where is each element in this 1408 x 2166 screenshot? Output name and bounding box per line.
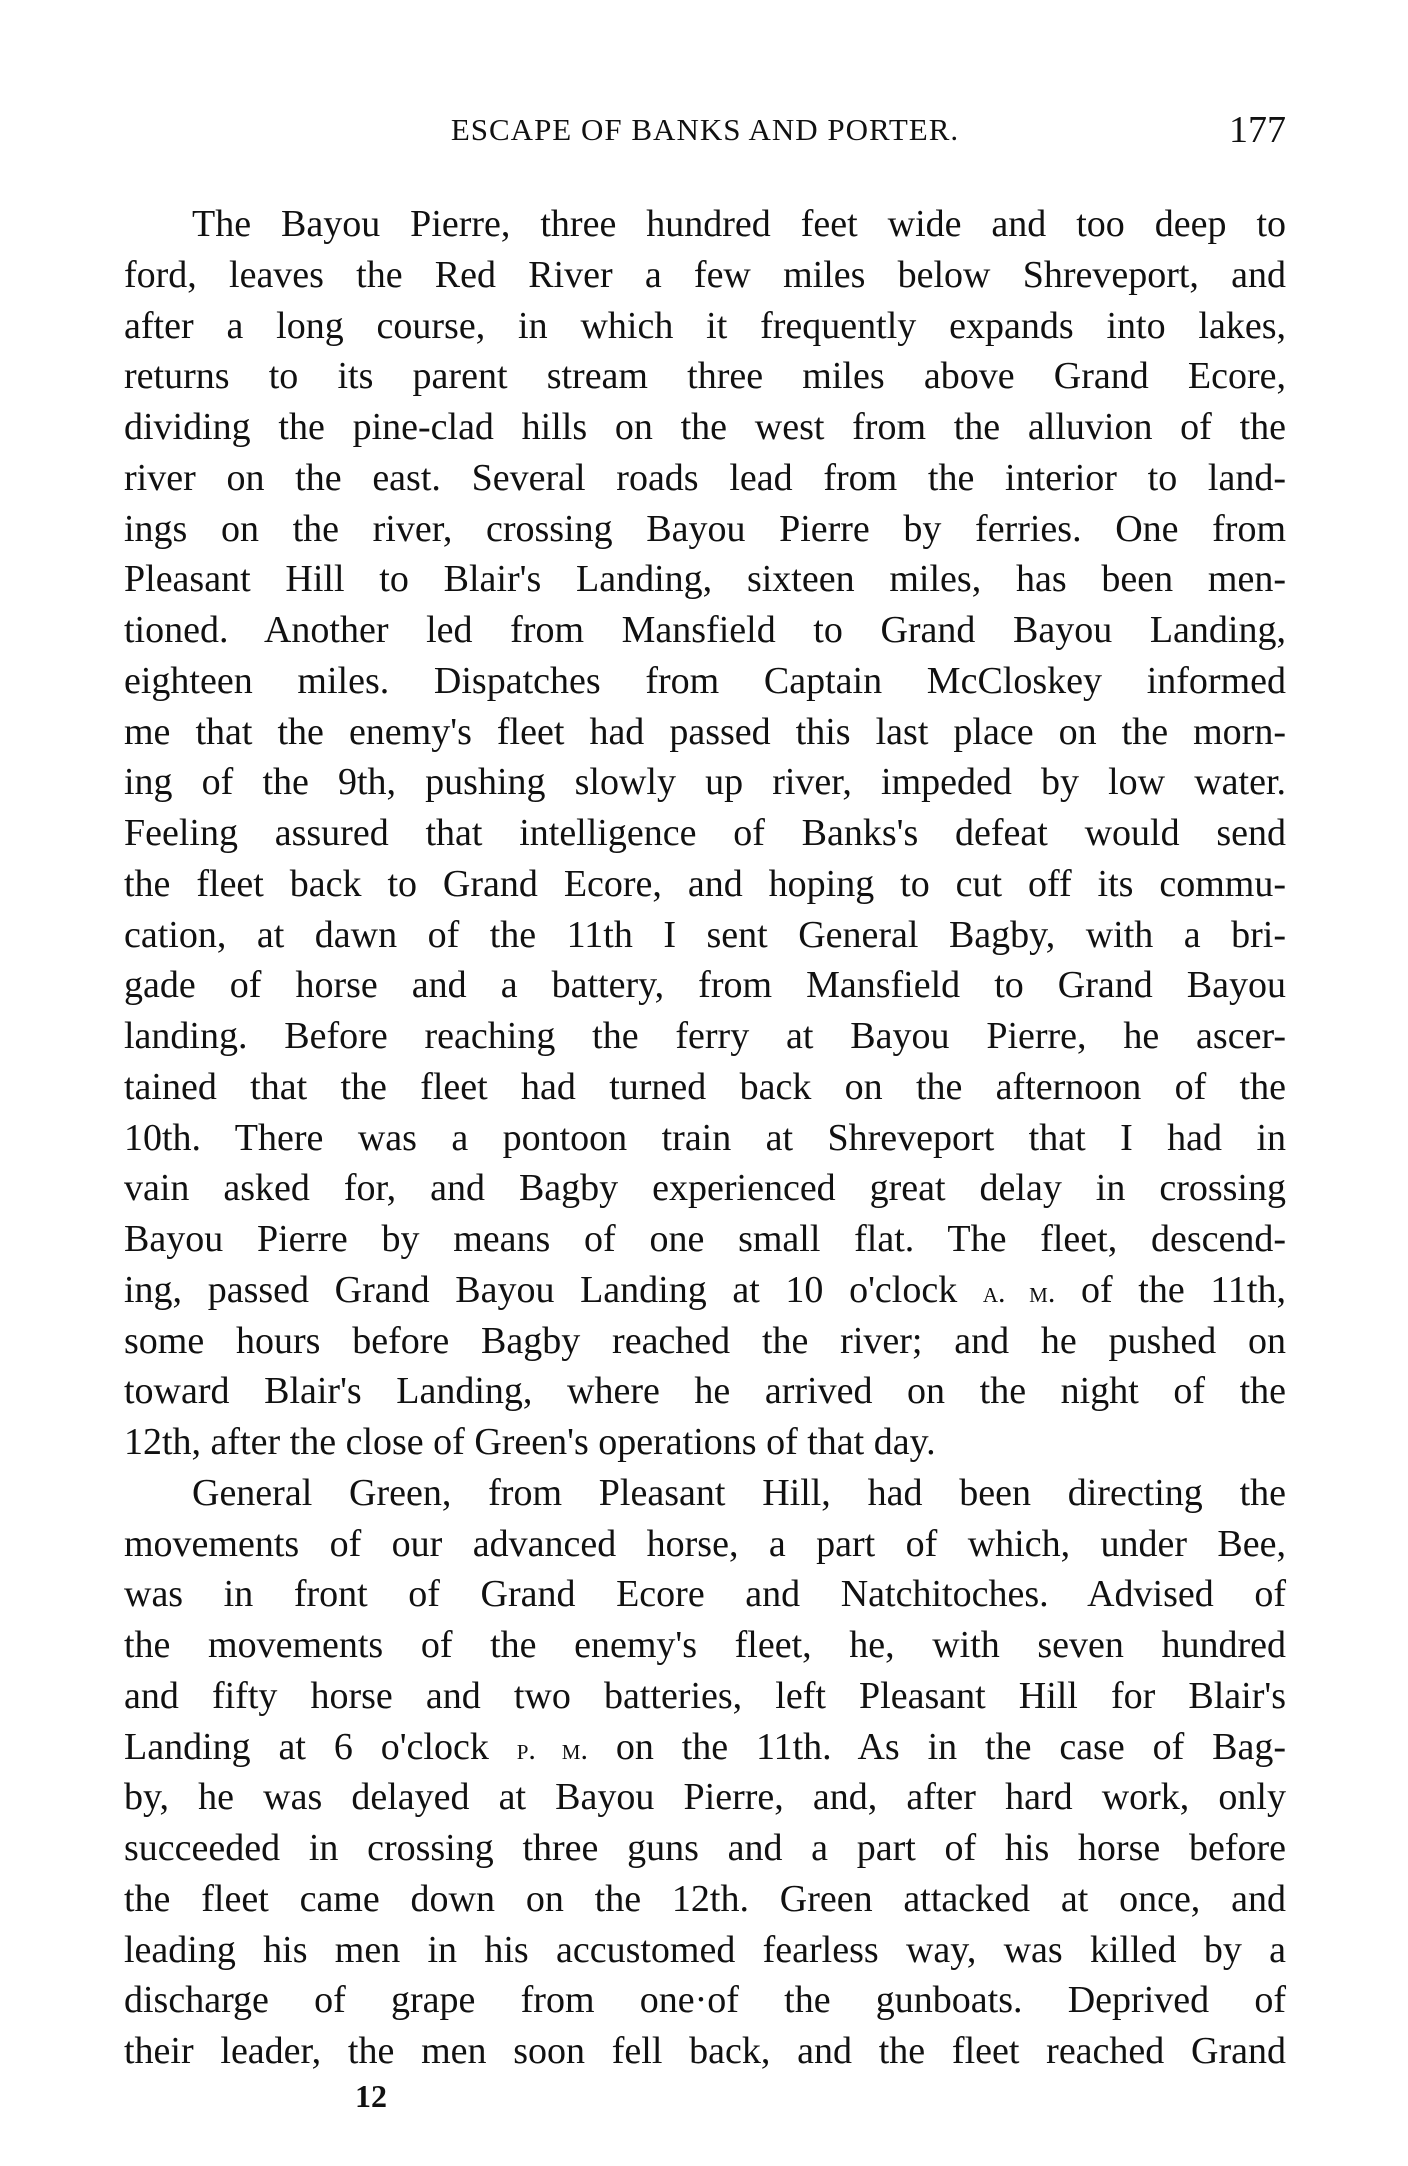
- text-line: leading his men in his accustomed fearless way, was killed by a: [124, 1928, 1286, 1971]
- text-line: after a long course, in which it frequently expands into lakes,: [124, 304, 1286, 347]
- text-line: cation, at dawn of the 11th I sent General Bagby, with a bri-: [124, 913, 1286, 956]
- text-line: the fleet came down on the 12th. Green attacked at once, and: [124, 1877, 1286, 1920]
- text-line: tained that the fleet had turned back on the afternoon of the: [124, 1065, 1286, 1108]
- text-line: ford, leaves the Red River a few miles below Shreveport, and: [124, 253, 1286, 296]
- text-line: vain asked for, and Bagby experienced great delay in crossing: [124, 1167, 1286, 1210]
- text-line: General Green, from Pleasant Hill, had been directing the: [192, 1471, 1286, 1514]
- page-header: [124, 109, 1286, 162]
- text-line: returns to its parent stream three miles above Grand Ecore,: [124, 355, 1286, 398]
- text-line: ing of the 9th, pushing slowly up river, impeded by low water.: [124, 761, 1286, 804]
- page-number: 177: [1229, 109, 1286, 151]
- text-line: the movements of the enemy's fleet, he, with seven hundred: [124, 1624, 1286, 1666]
- text-line: by, he was delayed at Bayou Pierre, and, after hard work, only: [124, 1776, 1286, 1819]
- text-line: and fifty horse and two batteries, left Pleasant Hill for Blair's: [124, 1674, 1286, 1717]
- text-line: ings on the river, crossing Bayou Pierre by ferries. One from: [124, 507, 1286, 550]
- body-text: [124, 199, 1286, 2077]
- text-line: Pleasant Hill to Blair's Landing, sixteen miles, has been men-: [124, 558, 1286, 601]
- text-line: discharge of grape from one·of the gunboats. Deprived of: [124, 1979, 1286, 2022]
- text-line: the fleet back to Grand Ecore, and hoping to cut off its commu-: [124, 862, 1286, 905]
- text-line: their leader, the men soon fell back, and the fleet reached Grand: [124, 2030, 1286, 2072]
- text-line: river on the east. Several roads lead from the interior to land-: [124, 456, 1286, 499]
- text-line: The Bayou Pierre, three hundred feet wide and too deep to: [192, 203, 1286, 245]
- text-line: Feeling assured that intelligence of Banks's defeat would send: [124, 812, 1286, 854]
- text-line: tioned. Another led from Mansfield to Grand Bayou Landing,: [124, 609, 1286, 651]
- text-line: landing. Before reaching the ferry at Bayou Pierre, he ascer-: [124, 1015, 1286, 1057]
- text-line: eighteen miles. Dispatches from Captain McCloskey informed: [124, 659, 1286, 702]
- text-line: succeeded in crossing three guns and a part of his horse before: [124, 1827, 1286, 1869]
- paragraph: [124, 1468, 1286, 2077]
- text-line: ing, passed Grand Bayou Landing at 10 o'clock a. m. of the 11th,: [124, 1268, 1286, 1311]
- text-line: toward Blair's Landing, where he arrived on the night of the: [124, 1370, 1286, 1413]
- text-line: dividing the pine-clad hills on the west from the alluvion of the: [124, 406, 1286, 448]
- text-line: some hours before Bagby reached the river; and he pushed on: [124, 1319, 1286, 1362]
- text-line: me that the enemy's fleet had passed this last place on the morn-: [124, 710, 1286, 753]
- running-title: ESCAPE OF BANKS AND PORTER.: [450, 112, 960, 147]
- signature-mark: 12: [355, 2078, 387, 2114]
- text-line: 12th, after the close of Green's operations of that day.: [124, 1421, 936, 1463]
- text-line: was in front of Grand Ecore and Natchitoches. Advised of: [124, 1573, 1286, 1616]
- paragraph: [124, 199, 1286, 1468]
- text-line: Bayou Pierre by means of one small flat. The fleet, descend-: [124, 1218, 1286, 1260]
- text-line: movements of our advanced horse, a part of which, under Bee,: [124, 1522, 1286, 1565]
- text-line: gade of horse and a battery, from Mansfield to Grand Bayou: [124, 964, 1286, 1007]
- text-line: 10th. There was a pontoon train at Shreveport that I had in: [124, 1116, 1286, 1159]
- text-line: Landing at 6 o'clock p. m. on the 11th. As in the case of Bag-: [124, 1725, 1286, 1768]
